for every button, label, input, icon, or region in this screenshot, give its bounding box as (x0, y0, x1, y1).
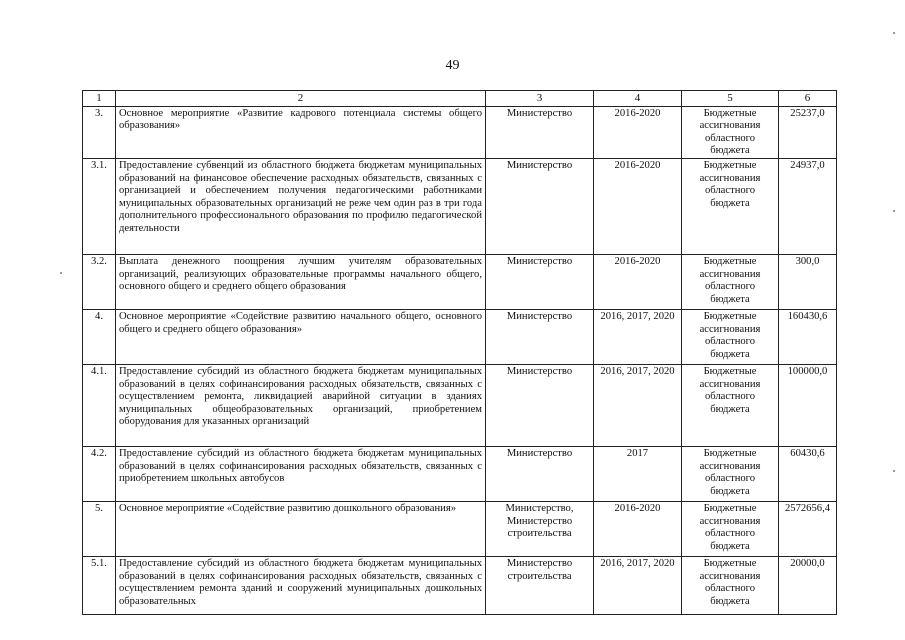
executor: Министерство (486, 309, 594, 364)
table-row (83, 254, 837, 309)
funding-source: Бюджетные ассигнования областного бюджета (682, 158, 779, 254)
period: 2017 (594, 446, 682, 501)
row-number: 3.1. (83, 158, 116, 254)
executor: Министерство (486, 446, 594, 501)
column-header: 1 (83, 91, 116, 107)
measure-name: Предоставление субсидий из областного бюджета бюджетам муниципальных образований в целях софинансирования расходных обязательств, связанных с осуществлением ремонта зданий и сооружений муниципальных дошкольных образовательных (116, 556, 486, 614)
funding-source: Бюджетные ассигнования областного бюджета (682, 309, 779, 364)
measure-name: Предоставление субвенций из областного бюджета бюджетам муниципальных образований на финансовое обеспечение расходных обязательств, связанных с организацией и обеспечением получения педагогическими работниками муниципальных образовательных организаций не реже чем один раз в три года дополнительного профессионального образования по профилю педагогической деятельности (116, 158, 486, 254)
table-row (83, 364, 837, 446)
funding-source: Бюджетные ассигнования областного бюджета (682, 501, 779, 556)
row-number: 4.1. (83, 364, 116, 446)
table-row (83, 501, 837, 556)
amount: 25237,0 (779, 106, 837, 158)
funding-source: Бюджетные ассигнования областного бюджета (682, 364, 779, 446)
period: 2016-2020 (594, 158, 682, 254)
measure-name: Основное мероприятие «Содействие развитию дошкольного образования» (116, 501, 486, 556)
measure-name: Основное мероприятие «Развитие кадрового потенциала системы общего образования» (116, 106, 486, 158)
row-number: 5.1. (83, 556, 116, 614)
funding-source: Бюджетные ассигнования областного бюджета (682, 556, 779, 614)
period: 2016, 2017, 2020 (594, 556, 682, 614)
table-header-row (83, 91, 837, 107)
page-number: 49 (445, 58, 460, 73)
amount: 24937,0 (779, 158, 837, 254)
measure-name: Выплата денежного поощрения лучшим учителям образовательных организаций, реализующих образовательные программы начального общего, основного общего и среднего общего образования (116, 254, 486, 309)
executor: Министерство (486, 106, 594, 158)
amount: 20000,0 (779, 556, 837, 614)
amount: 60430,6 (779, 446, 837, 501)
amount: 160430,6 (779, 309, 837, 364)
column-header: 6 (779, 91, 837, 107)
measure-name: Основное мероприятие «Содействие развитию начального общего, основного общего и среднего общего образования» (116, 309, 486, 364)
column-header: 3 (486, 91, 594, 107)
table-row (83, 158, 837, 254)
scan-speck (893, 210, 895, 212)
funding-source: Бюджетные ассигнования областного бюджета (682, 106, 779, 158)
period: 2016, 2017, 2020 (594, 364, 682, 446)
funding-source: Бюджетные ассигнования областного бюджета (682, 446, 779, 501)
row-number: 5. (83, 501, 116, 556)
row-number: 4. (83, 309, 116, 364)
period: 2016-2020 (594, 254, 682, 309)
executor: Министерство (486, 254, 594, 309)
executor: Министерство (486, 364, 594, 446)
column-header: 4 (594, 91, 682, 107)
column-header: 2 (116, 91, 486, 107)
scan-speck (893, 32, 895, 34)
executor: Министерство, Министерство строительства (486, 501, 594, 556)
scan-speck (60, 272, 62, 274)
table-row (83, 106, 837, 158)
executor: Министерство (486, 158, 594, 254)
measure-name: Предоставление субсидий из областного бюджета бюджетам муниципальных образований в целях софинансирования расходных обязательств, связанных с осуществлением ремонта, ликвидацией аварийной ситуации в зданиях муниципальных общеобразовательных организаций, приобретением оборудования для указанных организаций (116, 364, 486, 446)
executor: Министерство строительства (486, 556, 594, 614)
funding-source: Бюджетные ассигнования областного бюджета (682, 254, 779, 309)
period: 2016, 2017, 2020 (594, 309, 682, 364)
table-row (83, 446, 837, 501)
program-measures-table (82, 90, 837, 615)
table-row (83, 556, 837, 614)
period: 2016-2020 (594, 501, 682, 556)
amount: 2572656,4 (779, 501, 837, 556)
measure-name: Предоставление субсидий из областного бюджета бюджетам муниципальных образований в целях софинансирования расходных обязательств, связанных с приобретением школьных автобусов (116, 446, 486, 501)
amount: 300,0 (779, 254, 837, 309)
table-row (83, 309, 837, 364)
period: 2016-2020 (594, 106, 682, 158)
row-number: 3. (83, 106, 116, 158)
scan-speck (893, 470, 895, 472)
row-number: 4.2. (83, 446, 116, 501)
amount: 100000,0 (779, 364, 837, 446)
row-number: 3.2. (83, 254, 116, 309)
column-header: 5 (682, 91, 779, 107)
